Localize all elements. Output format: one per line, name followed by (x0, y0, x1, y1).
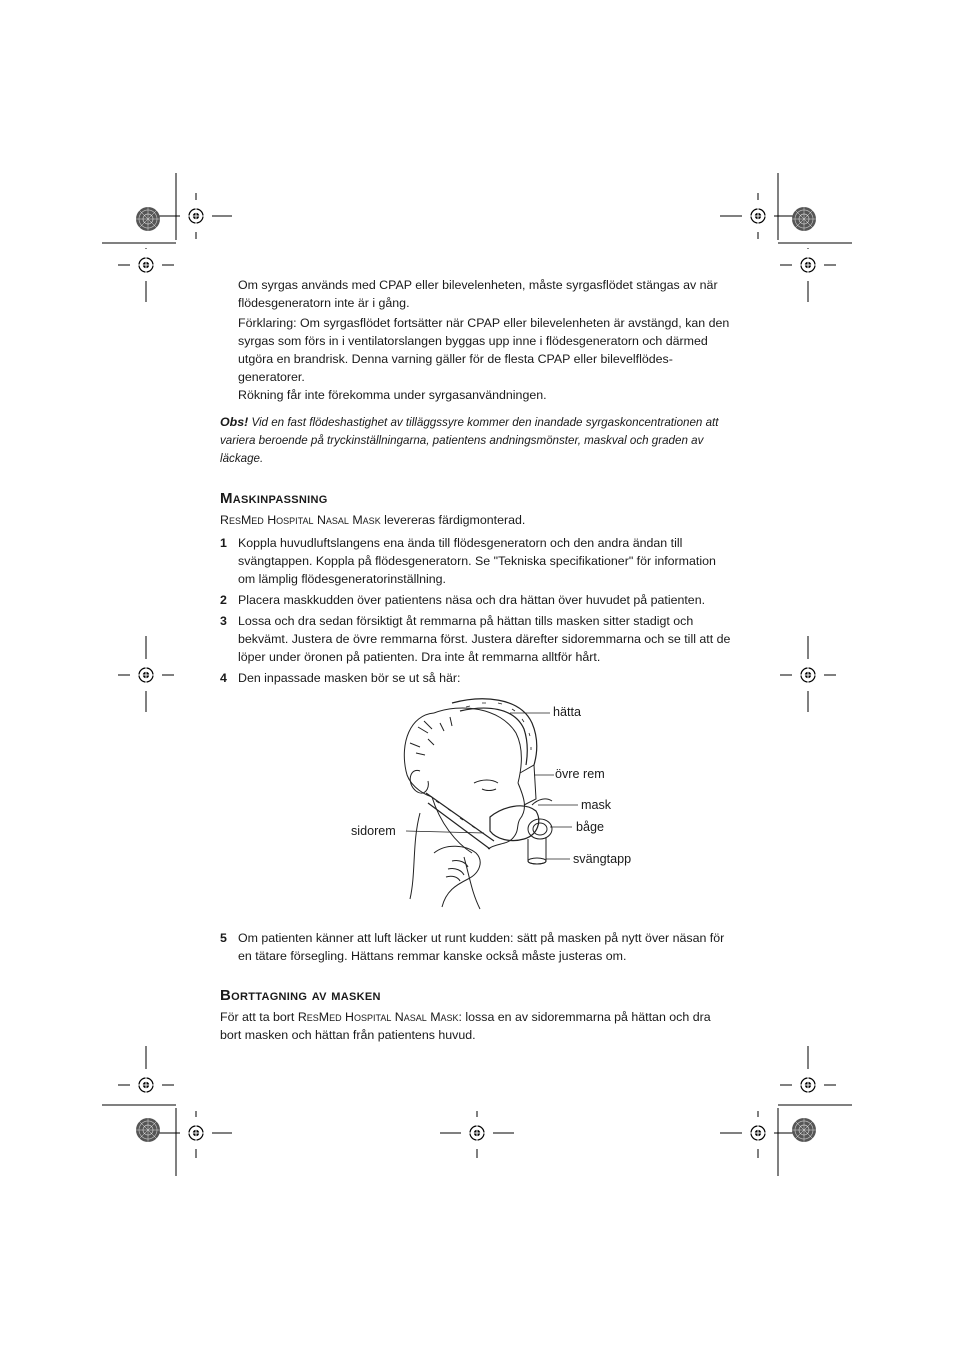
smoking-paragraph: Rökning får inte förekomma under syrgasanvändningen. (238, 388, 547, 402)
callout-svangtapp: svängtapp (573, 852, 632, 866)
callout-hatta: hätta (553, 705, 582, 719)
section-heading-mask-removal: Borttagning av masken (220, 987, 381, 1004)
explanation-paragraph (238, 314, 734, 386)
step-text: Om patienten känner att luft läcker ut runt kudden: sätt på masken på nytt över näsan för en tätare försegling. Hättans remmar kanske också måste justeras om. (238, 931, 725, 963)
section-heading-mask-fitting: Maskinpassning (220, 490, 328, 507)
warning-paragraph: Om syrgas används med CPAP eller bilevelenheten, måste syrgasflödet stängas av när flödesgeneratorn inte är i gång. (238, 278, 718, 310)
callout-mask: mask (581, 798, 612, 812)
step-4 (220, 669, 734, 687)
removal-text-after: : lossa en av sidoremmarna på hättan och dra bort masken och hättan från patientens huvud. (220, 1010, 711, 1042)
step-number: 5 (220, 931, 227, 945)
step-5 (220, 929, 734, 965)
callout-sidorem: sidorem (351, 824, 396, 838)
fitting-intro (220, 511, 734, 529)
patient-illustration (220, 693, 734, 919)
step-number: 4 (220, 671, 227, 685)
removal-paragraph (220, 1008, 734, 1044)
step-number: 1 (220, 536, 227, 550)
step-text: Placera maskkudden över patientens näsa och dra hättan över huvudet på patienten. (238, 593, 706, 607)
step-1 (220, 534, 734, 588)
note-label: Obs! (220, 415, 249, 429)
note-paragraph (220, 413, 734, 468)
explanation-text: Om syrgasflödet fortsätter när CPAP eller bilevelenheten är avstängd, kan den syrgas som förs in i ventilatorslangen byggas upp inne i flödesgeneratorn och därmed utgöra en brandrisk. Denna varning gäller för de flesta CPAP eller bilevelflödes-generatorer. (238, 316, 730, 384)
removal-text-before: För att ta bort (220, 1010, 298, 1024)
step-3 (220, 612, 734, 666)
fitting-intro-text: levereras färdigmonterad. (380, 513, 526, 527)
step-text: Lossa och dra sedan försiktigt åt remmarna på hättan tills masken sitter stadigt och bekvämt. Justera de övre remmarna först. Justera därefter sidoremmarna och se till att de löper under öronen på patienten. Dra inte åt remmarna alltför hårt. (238, 614, 731, 664)
page-content (220, 276, 734, 1044)
step-2 (220, 591, 734, 609)
callout-ovre-rem: övre rem (555, 767, 605, 781)
mask-fitting-figure (220, 693, 734, 919)
product-name: ResMed Hospital Nasal Mask (220, 513, 381, 527)
step-text: Koppla huvudluftslangens ena ända till flödesgeneratorn och den andra ändan till svängtappen. Koppla på flödesgeneratorn. Se "Tekniska specifikationer" för information om lämplig flödesgeneratorinställning. (238, 536, 716, 586)
explanation-label: Förklaring: (238, 316, 297, 330)
callout-bage: båge (576, 820, 605, 834)
step-text: Den inpassade masken bör se ut så här: (238, 671, 461, 685)
note-text: Vid en fast flödeshastighet av tilläggssyre kommer den inandade syrgaskoncentrationen att variera beroende på tryckinställningarna, patientens andningsmönster, maskval och graden av läckage. (220, 416, 719, 465)
step-number: 2 (220, 593, 227, 607)
product-name: ResMed Hospital Nasal Mask (297, 1010, 459, 1024)
oxygen-warning (238, 276, 734, 404)
step-number: 3 (220, 614, 227, 628)
